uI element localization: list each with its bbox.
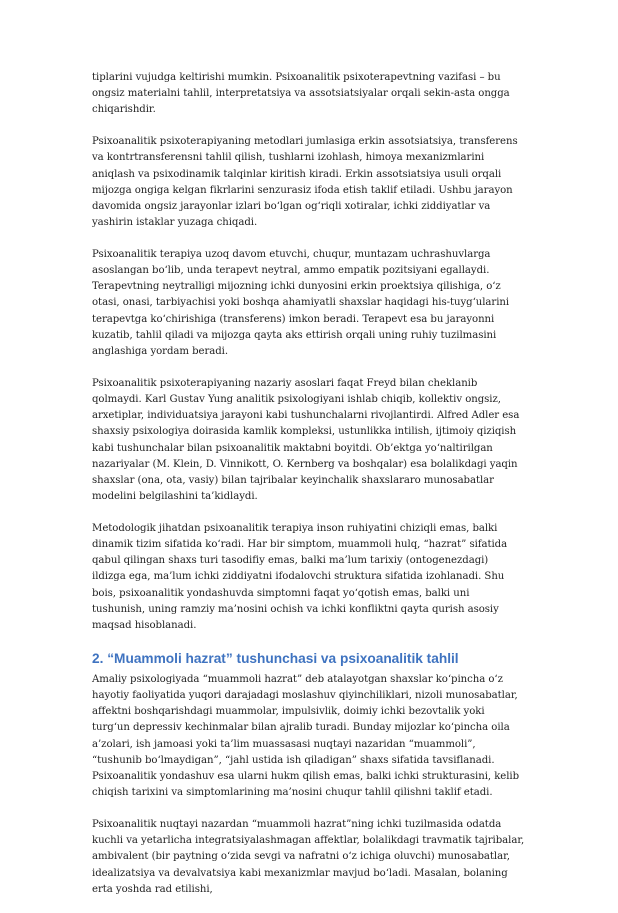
paragraph: Psixoanalitik nuqtayi nazardan “muammoli hazrat”ning ichki tuzilmasida odatda kuchli va yetarlicha integratsiyalashmagan affektlar, bolalikdagi travmatik tajribalar, ambivalent (bir paytning o‘zida sevgi va nafratni o‘z ichiga oluvchi) munosabatlar, idealizatsiya va devalvatsiya kabi mexanizmlar mavjud bo‘ladi. Masalan, bolaning erta yoshda rad etilishi, [92,818,525,895]
document-page [92,70,525,913]
paragraph: Psixoanalitik psixoterapiyaning nazariy asoslari faqat Freyd bilan cheklanib qolmaydi. Karl Gustav Yung analitik psixologiyani ishlab chiqib, kollektiv ongsiz, arxetiplar, individuatsiya jarayoni kabi tushunchalarni rivojlantirdi. Alfred Adler esa shaxsiy psixologiya doirasida kamlik kompleksi, ustunlikka intilish, ijtimoiy qiziqish kabi tushunchalar bilan psixoanalitik maktabni boyitdi. Ob’ektga yo‘naltirilgan nazariyalar (M. Klein, D. Vinnikott, O. Kernberg va boshqalar) esa bolalikdagi yaqin shaxslar (ona, ota, vasiy) bilan tajribalar keyinchalik shaxslararo munosabatlar modelini belgilashini ta’kidlaydi. [92,377,520,503]
paragraph: Metodologik jihatdan psixoanalitik terapiya inson ruhiyatini chiziqli emas, balki dinamik tizim sifatida ko‘radi. Har bir simptom, muammoli hulq, “hazrat” sifatida qabul qilingan shaxs turi tasodifiy emas, balki ma’lum tarixiy (ontogenezdagi) ildizga ega, ma’lum ichki ziddiyatni ifodalovchi struktura sifatida izohlanadi. Shu bois, psixoanalitik yondashuvda simptomni faqat yo‘qotish emas, balki uni tushunish, uning ramziy ma’nosini ochish va ichki konfliktni qayta qurish asosiy maqsad hisoblanadi. [92,522,508,632]
paragraph: Psixoanalitik psixoterapiyaning metodlari jumlasiga erkin assotsiatsiya, transferens va kontrtransferensni tahlil qilish, tushlarni izohlash, himoya mexanizmlarini aniqlash va psixodinamik talqinlar kiritish kiradi. Erkin assotsiatsiya usuli orqali mijozga ongiga kelgan fikrlarini senzurasiz ifoda etish taklif etiladi. Ushbu jarayon davomida ongsiz jarayonlar izlari bo‘lgan og‘riqli xotiralar, ichki ziddiyatlar va yashirin istaklar yuzaga chiqadi. [92,136,518,229]
paragraph: tiplarini vujudga keltirishi mumkin. Psixoanalitik psixoterapevtning vazifasi – bu ongsiz materialni tahlil, interpretatsiya va assotsiatsiyalar orqali sekin-asta ongga chiqarishdir. [92,72,510,116]
paragraph: Amaliy psixologiyada “muammoli hazrat” deb atalayotgan shaxslar ko‘pincha o‘z hayotiy faoliyatida yuqori darajadagi moslashuv qiyinchiliklari, nizoli munosabatlar, affektni boshqarishdagi muammolar, impulsivlik, doimiy ichki bezovtalik yoki turg‘un depressiv kechinmalar bilan ajralib turadi. Bunday mijozlar ko‘pincha oila a’zolari, ish jamoasi yoki ta’lim muassasasi nuqtayi nazaridan “muammoli”, “tushunib bo‘lmaydigan”, “jahl ustida ish qiladigan” shaxs sifatida tavsiflanadi. Psixoanalitik yondashuv esa ularni hukm qilish emas, balki ichki strukturasini, kelib chiqish tarixini va simptomlarining ma’nosini chuqur tahlil qilishni taklif etadi. [92,673,520,799]
watermark [536,58,547,73]
section-heading: 2. “Muammoli hazrat” tushunchasi va psixoanalitik tahlil [92,650,459,666]
watermark [36,58,47,73]
paragraph: Psixoanalitik terapiya uzoq davom etuvchi, chuqur, muntazam uchrashuvlarga asoslangan bo‘lib, unda terapevt neytral, ammo empatik pozitsiyani egallaydi. Terapevtning neytralligi mijozning ichki dunyosini erkin proektsiya qilishiga, o‘z otasi, onasi, tarbiyachisi yoki boshqa ahamiyatli shaxslar haqidagi his-tuyg‘ularini terapevtga ko‘chirishiga (transferens) imkon beradi. Terapevt esa bu jarayonni kuzatib, tahlil qiladi va mijozga qayta aks ettirish orqali uning ruhiy tuzilmasini anglashiga yordam beradi. [92,248,510,358]
